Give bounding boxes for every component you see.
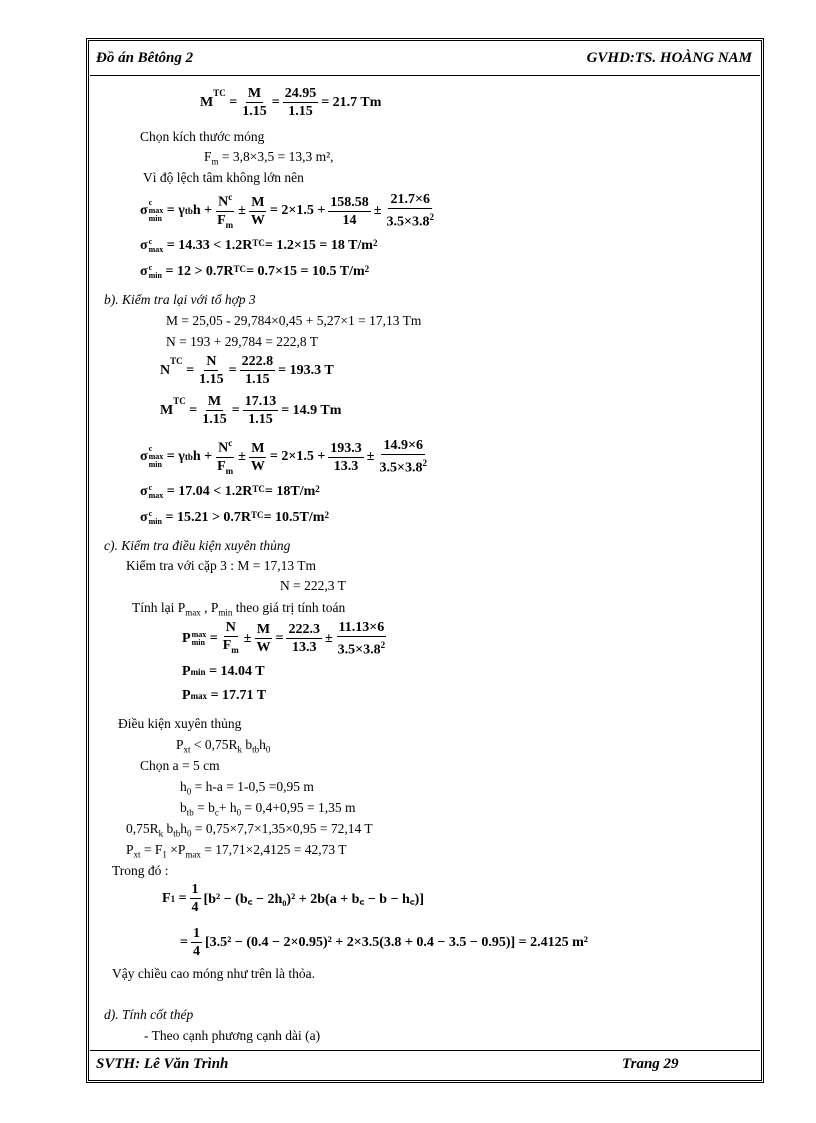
equation-p-max-min: P max min = $\frac{N}{F_m}$ ± $\frac{M}{W}$ = $\frac{222.3}{13.3}$ ± $\frac{11.13\times 6}{3.5\times 3.8^2}$: [182, 620, 386, 658]
equation-sigma-min-2: σ c min = 15.21 > 0.7R $^{TC}$ = 10.5T/m $^2$: [140, 509, 329, 526]
text-btb: $b_{tb} = b_c+ h_0 = 0,4+0,95 = 1,35$ m: [180, 800, 356, 818]
text-c-cap3-n: N = 222,3 T: [280, 578, 346, 593]
footer-rule: [90, 1050, 760, 1051]
equation-p-max: P max = 17.71 T: [182, 688, 267, 703]
text-075rk: $0,75R_k$ $b_{tb}h_0 = 0,75\times 7,7\times 1,35\times 0,95 = 72,14$ T: [126, 821, 373, 839]
text-dieu-kien-formula: $P_{xt} < 0,75R_k$ $b_{tb}h_0$: [176, 737, 271, 755]
text-b-moment: M = 25,05 - 29,784×0,45 + 5,27×1 = 17,13 Tm: [166, 313, 422, 328]
equation-sigma-min-1: σ c min = 12 > 0.7R $^{TC}$ = 0.7×15 = 10.5 T/m $^2$: [140, 263, 370, 280]
section-d-heading: d). Tính cốt thép: [104, 1007, 194, 1022]
equation-sigma-max-1: σ c max = 14.33 < 1.2R $^{TC}$ = 1.2×15 = 18 T/m $^2$: [140, 237, 378, 254]
equation-p-min: P min = 14.04 T: [182, 664, 265, 679]
equation-f1-numeric: = $\frac{1}{4}$ [3.5² − (0.4 − 2×0.95)² + 2×3.5(3.8 + 0.4 − 3.5 − 0.95)] = 2.4125 m²: [180, 926, 589, 959]
footer-right: Trang 29: [622, 1056, 679, 1072]
section-b-heading: b). Kiểm tra lại với tổ hợp 3: [104, 292, 256, 307]
equation-mtc-2: M $^{TC}$ = $\frac{M}{1.15}$ = $\frac{17.13}{1.15}$ = 14.9 Tm: [160, 394, 342, 427]
equation-mtc-1: M $^{TC}$ = $\frac{M}{1.15}$ = $\frac{24.95}{1.15}$ = 21.7 Tm: [200, 86, 382, 119]
header-rule: [90, 75, 760, 76]
text-pxt: $P_{xt} = F_1 \times P_{max} = 17,71\times 2,4125 = 42,73$ T: [126, 842, 347, 860]
footer-left: SVTH: Lê Văn Trình: [96, 1056, 229, 1072]
header-right: GVHD:TS. HOÀNG NAM: [586, 50, 752, 66]
text-vi-do-lech-tam: Vì độ lệch tâm không lớn nên: [143, 170, 304, 185]
text-c-tinh-lai: Tính lại $P_{max}$ , $P_{min}$ theo giá trị tính toán: [132, 600, 346, 618]
header-left: Đồ án Bêtông 2: [96, 50, 194, 66]
text-b-force: N = 193 + 29,784 = 222,8 T: [166, 334, 318, 349]
equation-sigma-2: σ c max min = γ tb h + $\frac{N^c}{F_m}$ ± $\frac{M}{W}$ = 2×1.5 + $\frac{193.3}{13.3}$ ± $\frac{14.9\times 6}{3.5\times 3.8^2}$: [140, 438, 427, 477]
section-c-heading: c). Kiểm tra điều kiện xuyên thủng: [104, 538, 291, 553]
text-d-canh-dai: - Theo cạnh phương cạnh dài (a): [144, 1028, 321, 1043]
text-vay: Vậy chiều cao móng như trên là thỏa.: [112, 966, 316, 981]
page-header: [96, 50, 752, 72]
text-chon-a: Chọn a = 5 cm: [140, 758, 220, 773]
text-fm: $F_m = 3,8\times 3,5 = 13,3$ m²,: [204, 149, 334, 167]
text-c-cap3-m: Kiểm tra với cặp 3 : M = 17,13 Tm: [126, 558, 316, 573]
text-trong-do: Trong đó :: [112, 863, 169, 878]
equation-sigma-max-2: σ c max = 17.04 < 1.2R $^{TC}$ = 18T/m $^2$: [140, 483, 320, 500]
text-h0: $h_0 = h-a = 1-0,5 =0,95$ m: [180, 779, 314, 797]
text-chon-kich-thuoc: Chọn kích thước móng: [140, 129, 265, 144]
equation-ntc: N $^{TC}$ = $\frac{N}{1.15}$ = $\frac{222.8}{1.15}$ = 193.3 T: [160, 354, 334, 387]
page-footer: [96, 1056, 752, 1078]
text-dieu-kien: Điều kiện xuyên thủng: [118, 716, 242, 731]
equation-sigma-1: σ c max min = γ tb h + $\frac{N^c}{F_m}$ ± $\frac{M}{W}$ = 2×1.5 + $\frac{158.58}{14}$ ± $\frac{21.7\times 6}{3.5\times 3.8^2}$: [140, 192, 434, 231]
equation-f1-general: F 1 = $\frac{1}{4}$ [b² − (b꜀ − 2h₀)² + 2b(a + b꜀ − b − h꜀)]: [162, 882, 425, 915]
